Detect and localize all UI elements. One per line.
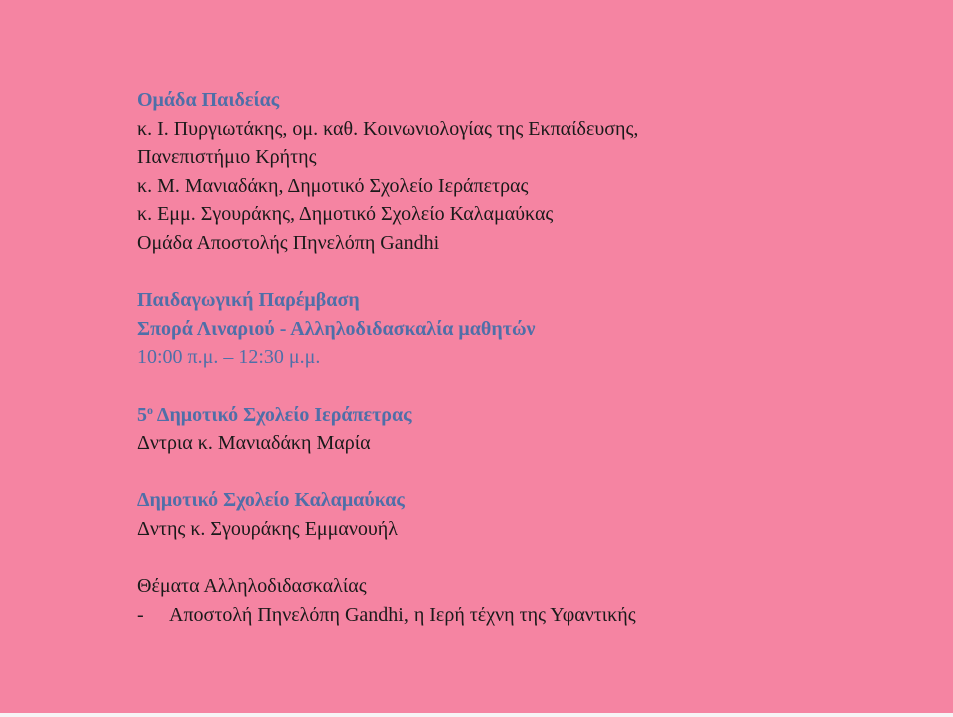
spacer [137, 258, 917, 287]
school-1-number: 5 [137, 403, 147, 426]
spacer [137, 372, 917, 401]
intervention-time: 10:00 π.μ. – 12:30 μ.μ. [137, 346, 321, 369]
team-member-1-affiliation: Πανεπιστήμιο Κρήτης [137, 146, 317, 169]
topic-item [137, 601, 917, 630]
school-1-ordinal: ο [147, 402, 153, 417]
team-member-3: κ. Εμμ. Σγουράκης, Δημοτικό Σχολείο Καλαμαύκας [137, 203, 554, 226]
school-2-director: Δντης κ. Σγουράκης Εμμανουήλ [137, 517, 398, 540]
school-1-name: Δημοτικό Σχολείο Ιεράπετρας [156, 403, 412, 426]
topic-text: Αποστολή Πηνελόπη Gandhi, η Ιερή τέχνη της Υφαντικής [169, 603, 636, 626]
school-1-heading [137, 401, 917, 430]
intervention-subtitle: Σπορά Λιναριού - Αλληλοδιδασκαλία μαθητών [137, 317, 536, 340]
spacer [137, 544, 917, 573]
team-member-4: Ομάδα Αποστολής Πηνελόπη Gandhi [137, 231, 440, 254]
intervention-heading: Παιδαγωγική Παρέμβαση [137, 289, 360, 312]
topic-bullet: - [137, 603, 144, 626]
team-heading: Ομάδα Παιδείας [137, 89, 280, 111]
page-bottom-edge [0, 713, 953, 717]
document-content [137, 86, 917, 629]
team-member-2: κ. Μ. Μανιαδάκη, Δημοτικό Σχολείο Ιεράπετρας [137, 174, 529, 197]
spacer [137, 458, 917, 487]
school-1-director: Δντρια κ. Μανιαδάκη Μαρία [137, 432, 371, 455]
team-member-1: κ. Ι. Πυργιωτάκης, ομ. καθ. Κοινωνιολογίας της Εκπαίδευσης, [137, 117, 639, 140]
school-2-name: Δημοτικό Σχολείο Καλαμαύκας [137, 489, 405, 512]
topics-heading: Θέματα Αλληλοδιδασκαλίας [137, 575, 367, 598]
